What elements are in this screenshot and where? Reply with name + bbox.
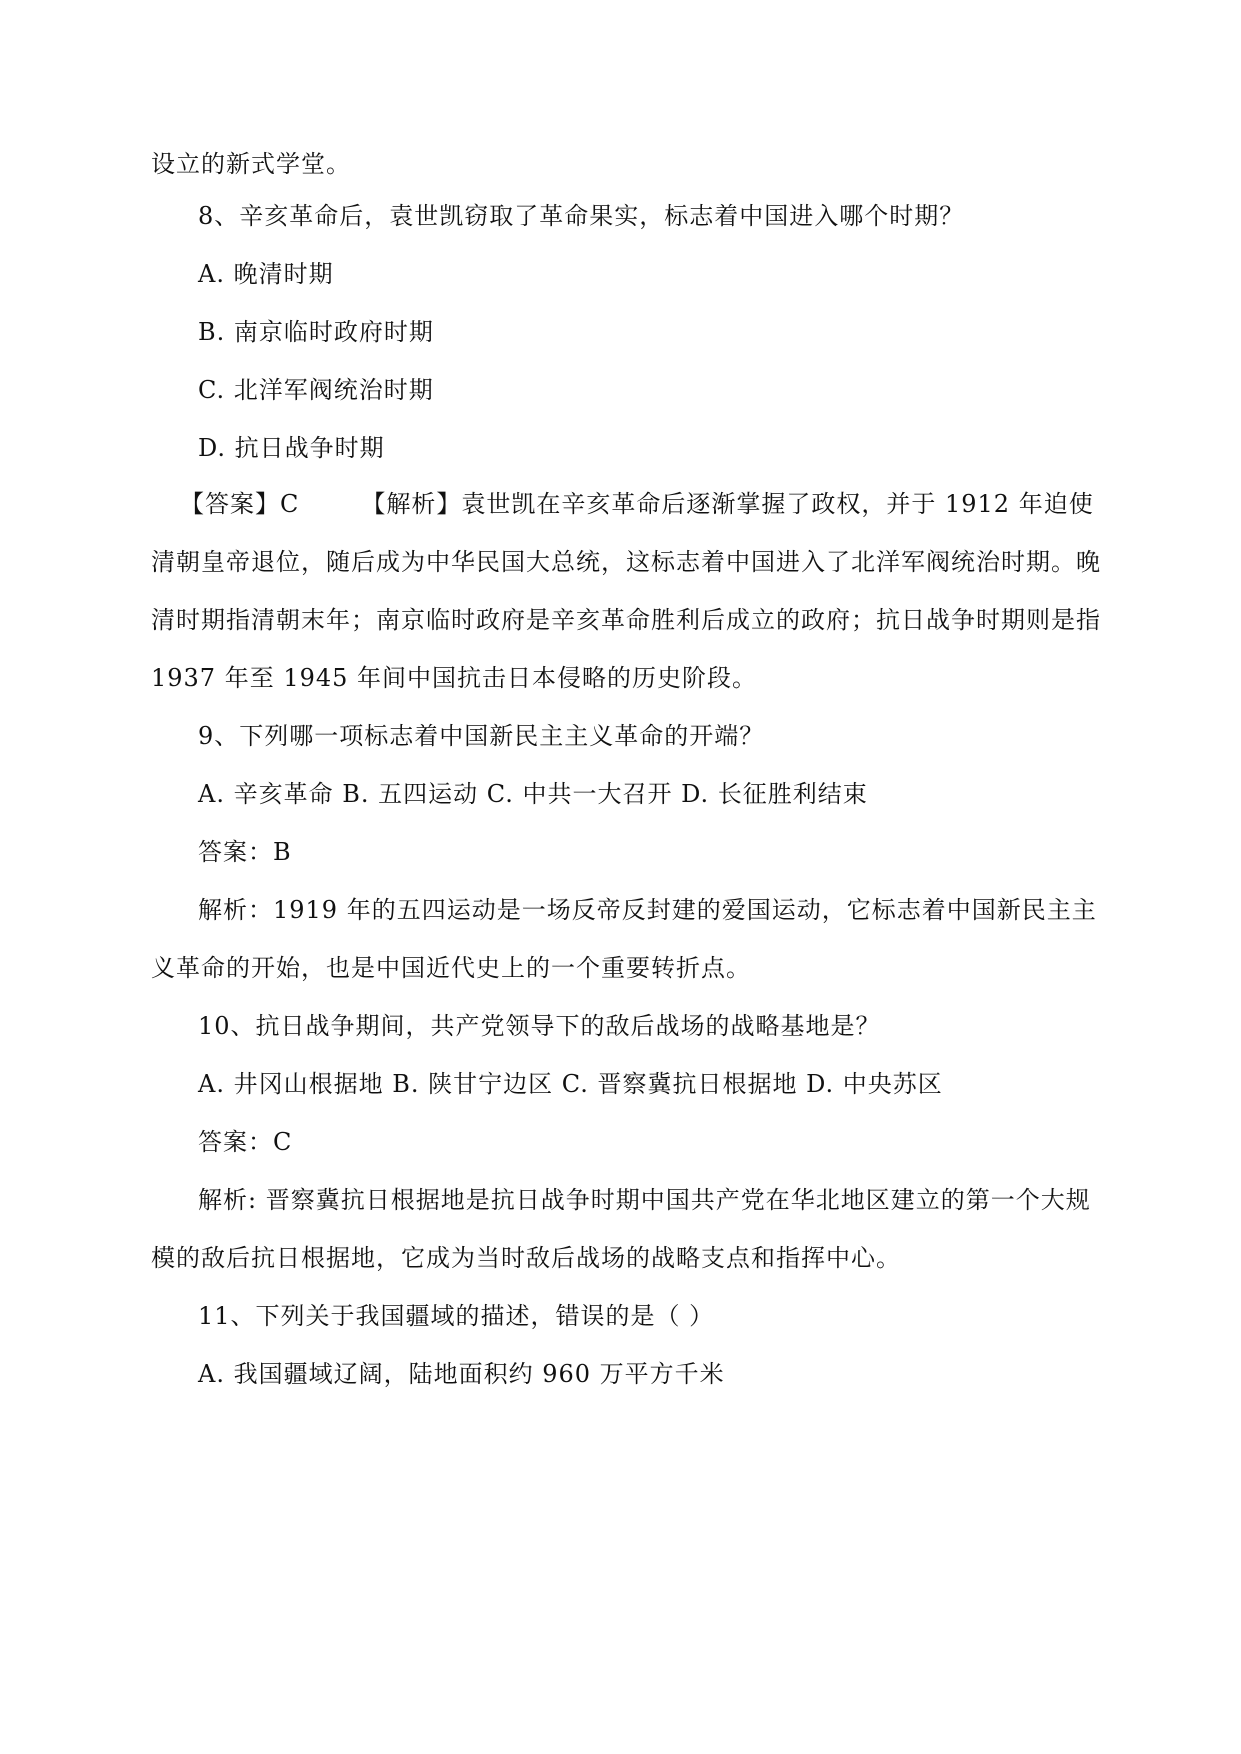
analysis-line: 模的敌后抗日根据地，它成为当时敌后战场的战略支点和指挥中心。 [151, 1244, 901, 1272]
analysis-line: 1937 年至 1945 年间中国抗击日本侵略的历史阶段。 [151, 664, 758, 692]
analysis-line: 解析: 晋察冀抗日根据地是抗日战争时期中国共产党在华北地区建立的第一个大规 [198, 1186, 1091, 1214]
analysis-line: 清时期指清朝末年；南京临时政府是辛亥革命胜利后成立的政府；抗日战争时期则是指 [151, 606, 1101, 634]
answer-label: 【答案】C [180, 490, 300, 518]
answer-line: 答案：C [198, 1128, 293, 1156]
answer-line [180, 486, 1094, 522]
options-line: A. 辛亥革命 B. 五四运动 C. 中共一大召开 D. 长征胜利结束 [198, 780, 868, 808]
option-d: D. 抗日战争时期 [198, 434, 385, 462]
options-line: A. 井冈山根据地 B. 陕甘宁边区 C. 晋察冀抗日根据地 D. 中央苏区 [198, 1070, 943, 1098]
option-c: C. 北洋军阀统治时期 [198, 376, 434, 404]
analysis-line: 义革命的开始，也是中国近代史上的一个重要转折点。 [151, 954, 751, 982]
option-b: B. 南京临时政府时期 [198, 318, 434, 346]
option-a: A. 我国疆域辽阔，陆地面积约 960 万平方千米 [198, 1360, 725, 1388]
analysis-line: 清朝皇帝退位，随后成为中华民国大总统，这标志着中国进入了北洋军阀统治时期。晚 [151, 548, 1101, 576]
question-9: 9、下列哪一项标志着中国新民主主义革命的开端？ [198, 722, 765, 750]
question-11: 11、下列关于我国疆域的描述，错误的是（ ） [198, 1302, 715, 1330]
analysis-line: 解析：1919 年的五四运动是一场反帝反封建的爱国运动，它标志着中国新民主主 [198, 896, 1097, 924]
text-line: 设立的新式学堂。 [151, 150, 351, 178]
analysis-text: 【解析】袁世凯在辛亥革命后逐渐掌握了政权，并于 1912 年迫使 [361, 490, 1094, 518]
question-8: 8、辛亥革命后，袁世凯窃取了革命果实，标志着中国进入哪个时期？ [198, 202, 965, 230]
option-a: A. 晚清时期 [198, 260, 334, 288]
answer-line: 答案：B [198, 838, 292, 866]
question-10: 10、抗日战争期间，共产党领导下的敌后战场的战略基地是？ [198, 1012, 881, 1040]
